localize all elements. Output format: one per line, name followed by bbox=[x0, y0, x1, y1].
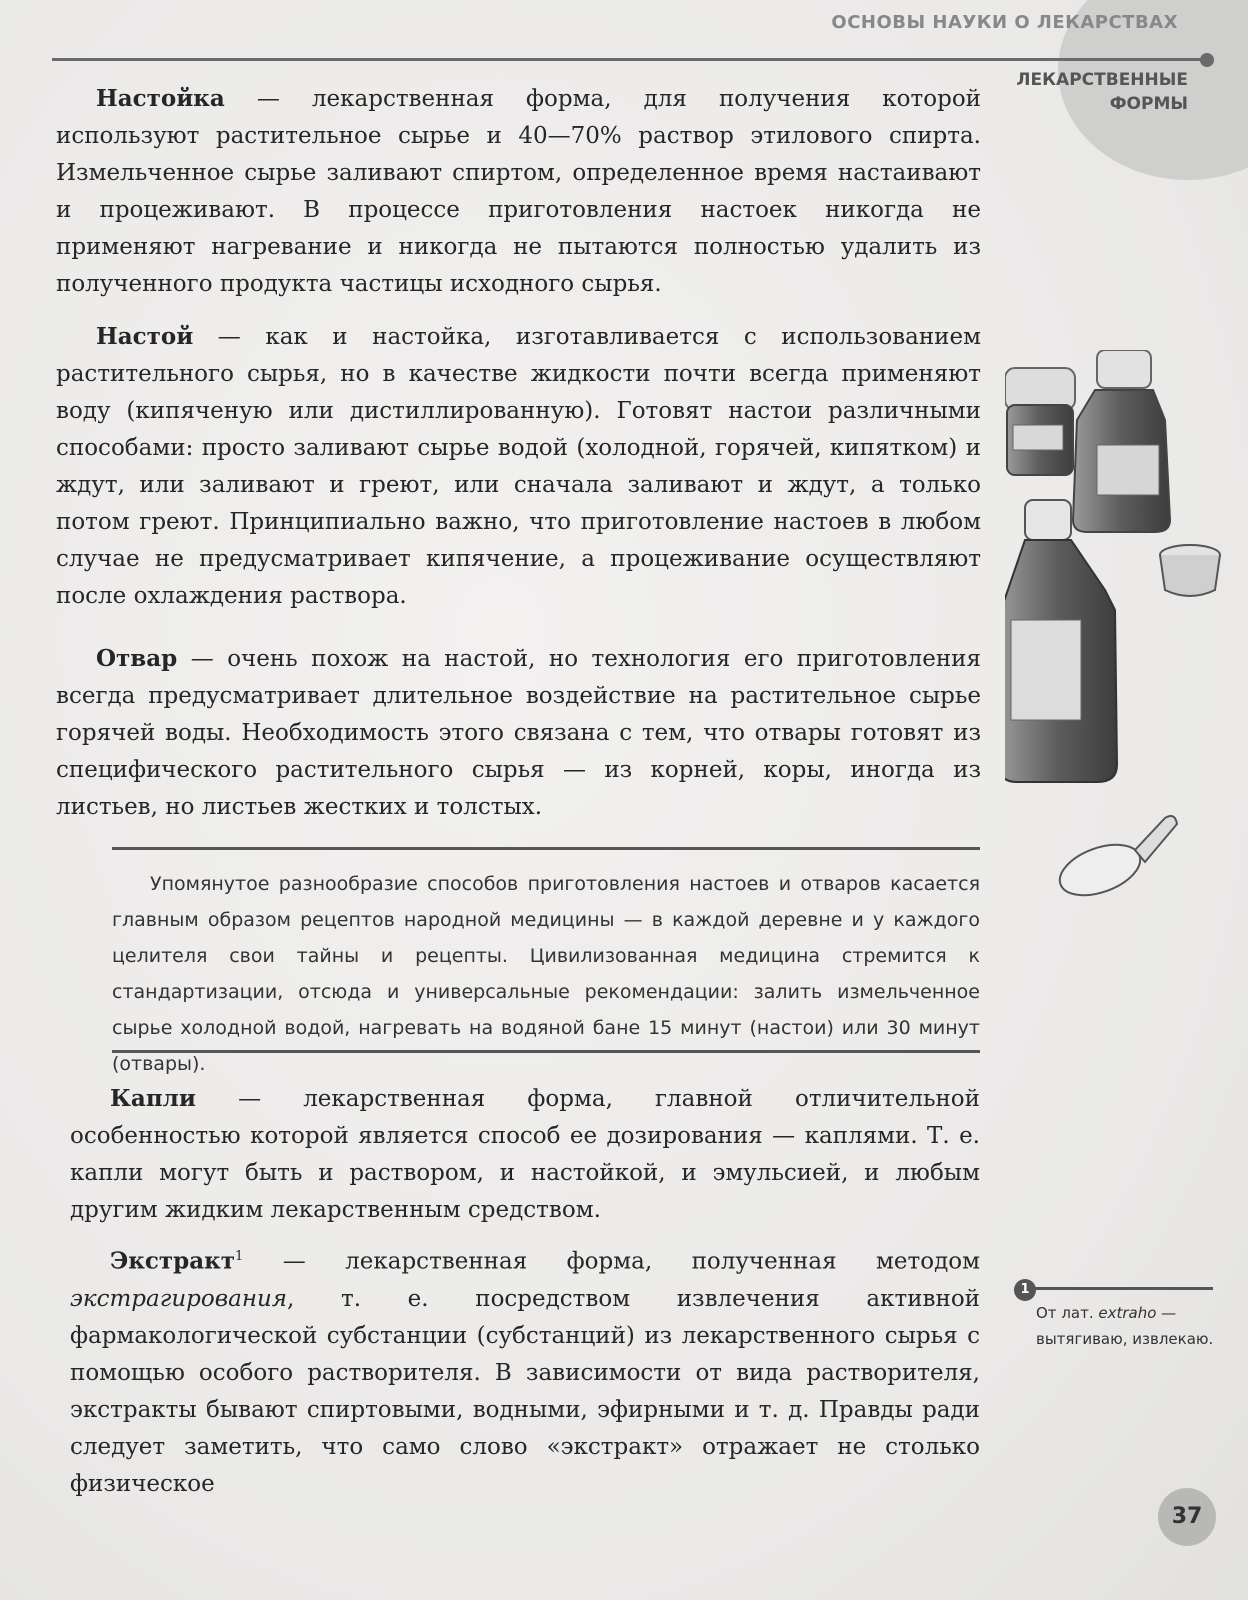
medicine-bottles-illustration bbox=[1005, 350, 1245, 920]
term-nastoyka: Настойка bbox=[96, 85, 225, 112]
footnote-text bbox=[1036, 1300, 1216, 1352]
paragraph-otvar bbox=[56, 640, 981, 826]
running-header: ОСНОВЫ НАУКИ О ЛЕКАРСТВАХ bbox=[831, 12, 1178, 33]
footnote-text-part: От лат. bbox=[1036, 1304, 1099, 1322]
section-label: ЛЕКАРСТВЕННЫЕ ФОРМЫ bbox=[1016, 70, 1188, 114]
paragraph-text: — лекарственная форма, полученная методом bbox=[243, 1248, 980, 1275]
paragraph-nastoyka bbox=[56, 80, 981, 303]
paragraph-ekstrakt bbox=[70, 1238, 980, 1503]
paragraph-kapli bbox=[70, 1080, 980, 1229]
footnote-text-part: — вытягиваю, извлекаю. bbox=[1036, 1304, 1214, 1348]
term-nastoy: Настой bbox=[96, 323, 194, 350]
large-bottle-icon bbox=[1005, 500, 1117, 782]
paragraph-text: , т. е. посредством извлечения активной фармакологической субстанции (субстанций) из лекарственного сырья с помощью особого растворителя. В зависимости от вида растворителя, экстракты бывают спиртовыми, водными, эфирными и т. д. Правды ради следует заметить, что само слово «экстракт» отражает не столько физическое bbox=[70, 1285, 980, 1497]
paragraph-nastoy bbox=[56, 318, 981, 615]
note-box-text: Упомянутое разнообразие способов приготовления настоев и отваров касается главным образом рецептов народной медицины — в каждой деревне и у каждого целителя свои тайны и рецепты. Цивилизованная медицина стремится к стандартизации, отсюда и универсальные рекомендации: залить измельченное сырье холодной водой, нагревать на водяной бане 15 минут (настои) или 30 минут (отвары). bbox=[112, 873, 980, 1075]
term-kapli: Капли bbox=[110, 1085, 196, 1112]
spoon-icon bbox=[1053, 816, 1177, 905]
jar-icon bbox=[1005, 368, 1075, 475]
paragraph-text: — лекарственная форма, для получения которой используют растительное сырье и 40—70% раствор этилового спирта. Измельченное сырье заливают спиртом, определенное время настаивают и процеживают. В процессе приготовления настоек никогда не применяют нагревание и никогда не пытаются полностью удалить из полученного продукта частицы исходного сырья. bbox=[56, 86, 981, 297]
term-otvar: Отвар bbox=[96, 645, 178, 672]
bottle-icon bbox=[1073, 350, 1170, 532]
paragraph-text: — очень похож на настой, но технология его приготовления всегда предусматривает длительное воздействие на растительное сырье горячей воды. Необходимость этого связана с тем, что отвары готовят из специфического растительного сырья — из корней, коры, иногда из листьев, но листьев жестких и толстых. bbox=[56, 646, 981, 820]
header-rule-dot bbox=[1200, 53, 1214, 67]
footnote-italic: extraho bbox=[1098, 1304, 1157, 1322]
page-number: 37 bbox=[1158, 1488, 1216, 1546]
cup-icon bbox=[1160, 545, 1220, 596]
header-rule bbox=[52, 58, 1202, 61]
note-rule-top bbox=[112, 847, 980, 850]
paragraph-text: — лекарственная форма, главной отличительной особенностью которой является способ ее дозирования — каплями. Т. е. капли могут быть и раствором, и настойкой, и эмульсией, и любым другим жидким лекарственным средством. bbox=[70, 1086, 980, 1223]
term-ekstrakt: Экстракт bbox=[110, 1247, 236, 1275]
note-rule-bottom bbox=[112, 1050, 980, 1053]
footnote-number: 1 bbox=[1014, 1279, 1036, 1301]
footnote-rule bbox=[1025, 1287, 1213, 1290]
italic-term: экстрагирования bbox=[70, 1285, 288, 1312]
footnote-ref: 1 bbox=[235, 1249, 244, 1264]
paragraph-text: — как и настойка, изготавливается с использованием растительного сырья, но в качестве жидкости почти всегда применяют воду (кипяченую или дистиллированную). Готовят настои различными способами: просто заливают сырье водой (холодной, горячей, кипятком) и ждут, или заливают и греют, или сначала заливают и ждут, а только потом греют. Принципиально важно, что приготовление настоев в любом случае не предусматривает кипячение, а процеживание осуществляют после охлаждения раствора. bbox=[56, 324, 981, 609]
